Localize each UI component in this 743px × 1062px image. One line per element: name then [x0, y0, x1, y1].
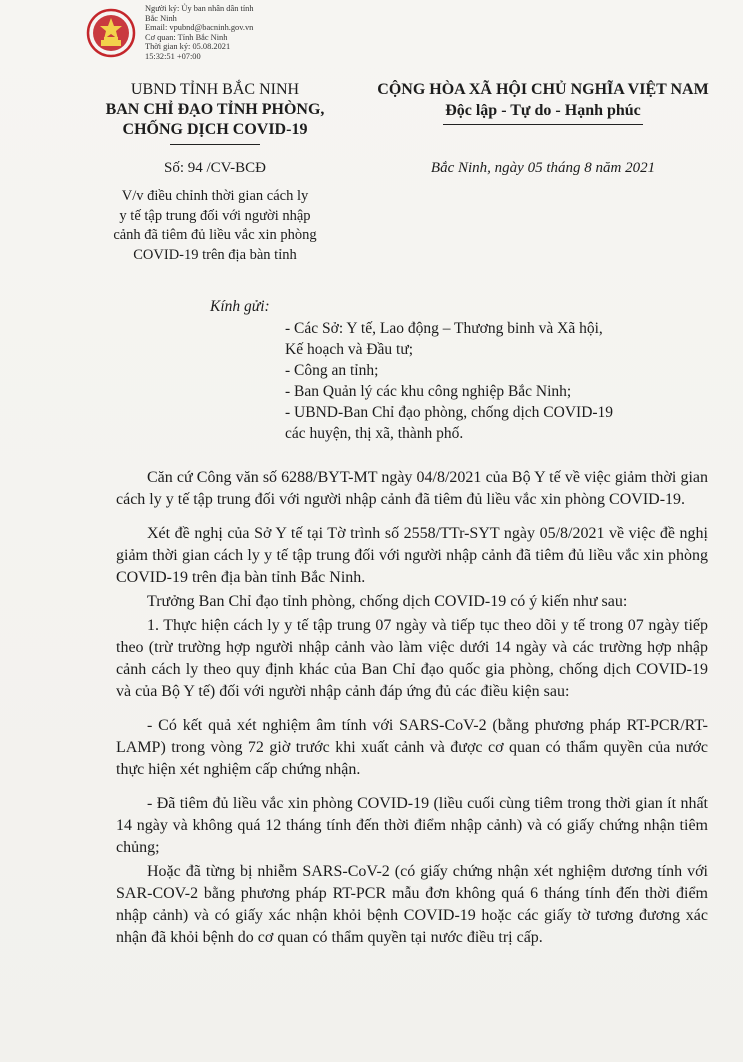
recipient-list	[285, 318, 705, 444]
paragraph: - Đã tiêm đủ liều vắc xin phòng COVID-19 (liều cuối cùng tiêm trong thời gian ít nhất 14 ngày và không quá 12 tháng tính đến thời điểm nhập cảnh) và có giấy chứng nhận tiêm chủng;	[116, 795, 708, 856]
issuing-authority	[70, 80, 360, 145]
signature-line: Cơ quan: Tỉnh Bắc Ninh	[145, 32, 228, 42]
signature-line: Thời gian ký: 05.08.2021	[145, 42, 231, 52]
document-subject	[70, 187, 360, 265]
subject-line: cảnh đã tiêm đủ liều vắc xin phòng	[113, 227, 317, 243]
country-name: CỘNG HÒA XÃ HỘI CHỦ NGHĨA VIỆT NAM	[377, 81, 709, 98]
paragraph: Xét đề nghị của Sở Y tế tại Tờ trình số 2558/TTr-SYT ngày 05/8/2021 về việc đề nghị giảm thời gian cách ly y tế tập trung đối với người nhập cảnh đã tiêm đủ liều vắc xin phòng COVID-19 trên địa bàn tỉnh Bắc Ninh.	[116, 525, 708, 586]
paragraph: - Có kết quả xét nghiệm âm tính với SARS-CoV-2 (bằng phương pháp RT-PCR/RT-LAMP) trong vòng 72 giờ trước khi xuất cảnh và được cơ quan có thẩm quyền của nước thực hiện xét nghiệm cấp chứng nhận.	[116, 717, 708, 778]
salutation: Kính gửi:	[210, 298, 270, 315]
paragraph: Trưởng Ban Chỉ đạo tỉnh phòng, chống dịch COVID-19 có ý kiến như sau:	[147, 593, 628, 610]
divider	[443, 124, 643, 125]
national-motto	[358, 80, 728, 125]
paragraph: 1. Thực hiện cách ly y tế tập trung 07 ngày và tiếp tục theo dõi y tế trong 07 ngày tiếp theo (trừ trường hợp người nhập cảnh vào làm việc dưới 14 ngày và các trường hợp nhập cảnh cách ly theo quy định khác của Ban Chỉ đạo quốc gia phòng, chống dịch COVID-19 và của Bộ Y tế) đối với người nhập cảnh đáp ứng đủ các điều kiện sau:	[116, 617, 708, 700]
authority-province: UBND TỈNH BẮC NINH	[130, 81, 300, 98]
signature-line: Bắc Ninh	[145, 13, 177, 23]
recipient-item: - Ban Quản lý các khu công nghiệp Bắc Ninh;	[285, 383, 572, 400]
motto: Độc lập - Tự do - Hạnh phúc	[445, 102, 641, 119]
subject-line: COVID-19 trên địa bàn tỉnh	[133, 246, 297, 263]
issue-date: Bắc Ninh, ngày 05 tháng 8 năm 2021	[430, 160, 656, 176]
provincial-seal-icon	[86, 8, 136, 58]
subject-line: y tế tập trung đối với người nhập	[119, 207, 311, 224]
recipient-item: - Các Sở: Y tế, Lao động – Thương binh và Xã hội,	[285, 320, 603, 337]
recipient-item: - Công an tỉnh;	[285, 362, 379, 379]
divider	[170, 144, 260, 145]
signature-line: Người ký: Ủy ban nhân dân tỉnh	[145, 4, 254, 13]
document-body	[116, 467, 708, 951]
recipient-item: - UBND-Ban Chỉ đạo phòng, chống dịch COVID-19	[285, 404, 614, 421]
recipient-item: các huyện, thị xã, thành phố.	[285, 425, 464, 442]
signature-line: 15:32:51 +07:00	[145, 51, 201, 61]
subject-line: V/v điều chỉnh thời gian cách ly	[121, 188, 309, 204]
document-number: Số: 94 /CV-BCĐ	[164, 160, 266, 176]
authority-committee-cont: CHỐNG DỊCH COVID-19	[122, 121, 308, 138]
authority-committee: BAN CHỈ ĐẠO TỈNH PHÒNG,	[105, 101, 325, 118]
paragraph: Căn cứ Công văn số 6288/BYT-MT ngày 04/8/2021 của Bộ Y tế về việc giảm thời gian cách ly y tế tập trung đối với người nhập cảnh đã tiêm đủ liều vắc xin phòng COVID-19.	[116, 469, 708, 508]
recipient-item: Kế hoạch và Đầu tư;	[285, 341, 414, 358]
paragraph: Hoặc đã từng bị nhiễm SARS-CoV-2 (có giấy chứng nhận xét nghiệm dương tính với SAR-COV-2 bằng phương pháp RT-PCR mẫu đơn không quá 6 tháng tính đến thời điểm nhập cảnh) và có giấy xác nhận khỏi bệnh COVID-19 hoặc các giấy tờ tương đương xác nhận đã khỏi bệnh do cơ quan có thẩm quyền tại nước điều trị cấp.	[116, 863, 708, 946]
digital-signature-info	[145, 4, 305, 62]
signature-line: Email: vpubnd@bacninh.gov.vn	[145, 23, 254, 33]
